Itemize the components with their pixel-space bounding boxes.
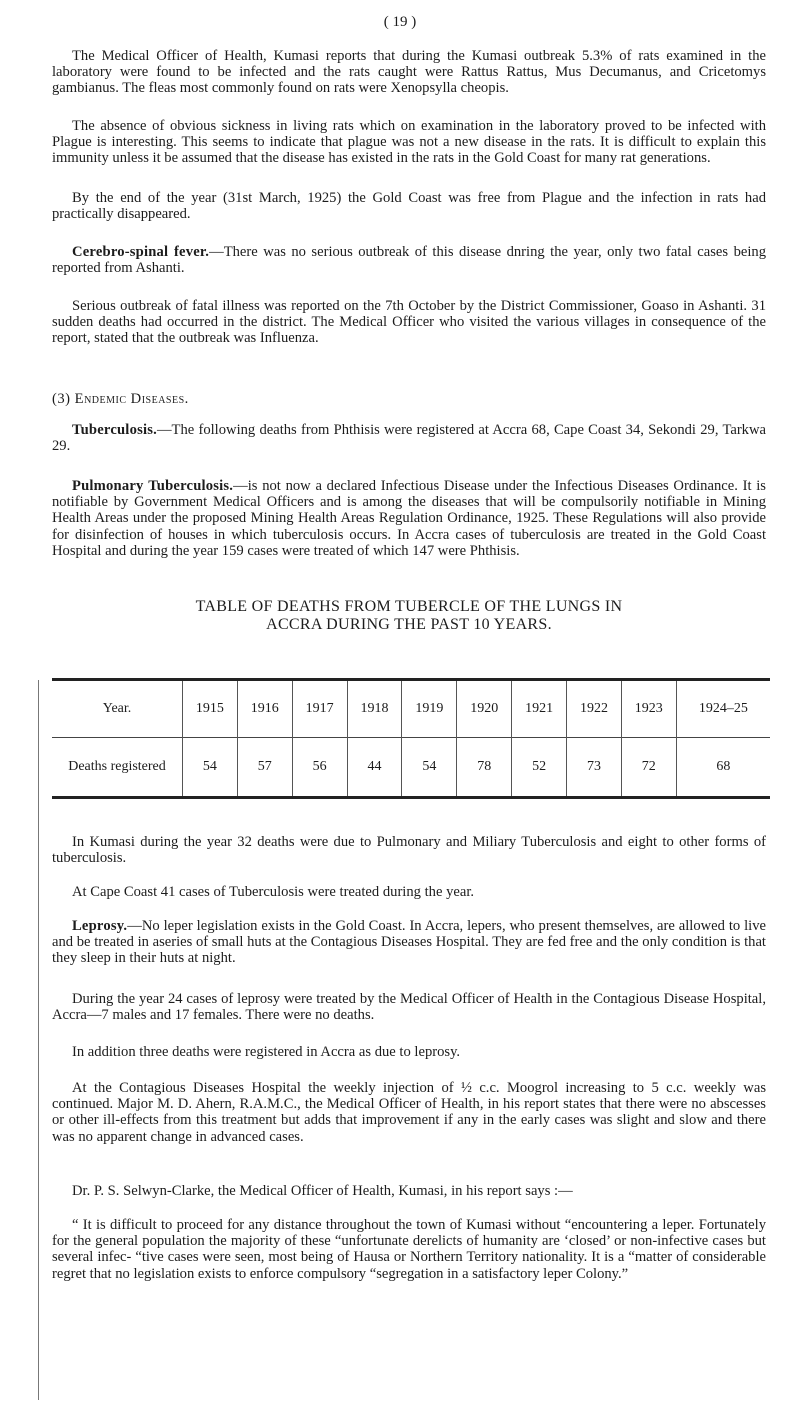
deaths-cell: 54	[183, 738, 238, 798]
year-cell: 1923	[621, 680, 676, 738]
table-title	[52, 598, 766, 634]
deaths-cell: 52	[512, 738, 567, 798]
paragraph-kumasi-tuberculosis: In Kumasi during the year 32 deaths were due to Pulmonary and Miliary Tuberculosis and eight to other forms of tuberculosis.	[52, 834, 766, 867]
row-label-deaths: Deaths registered	[52, 738, 183, 798]
paragraph-influenza-outbreak: Serious outbreak of fatal illness was reported on the 7th October by the District Commissioner, Goaso in Ashanti. 31 sudden deaths had occurred in the district. The Medical Officer who visited the various villages in consequence of the report, stated that the outbreak was Influenza.	[52, 298, 766, 347]
deaths-table	[52, 678, 770, 799]
section-heading-endemic-diseases: (3) Endemic Diseases.	[52, 391, 189, 407]
paragraph-leprosy-cases: During the year 24 cases of leprosy were treated by the Medical Officer of Health in the Contagious Disease Hospital, Accra—7 males and 17 females. There were no deaths.	[52, 991, 766, 1024]
text-leprosy: —No leper legislation exists in the Gold Coast. In Accra, lepers, who present themselves, are allowed to live and be treated in aseries of small huts at the Contagious Diseases Hospital. They are fed free and the only condition is that they sleep in their huts at night.	[52, 918, 766, 967]
deaths-cell: 73	[567, 738, 622, 798]
deaths-cell: 72	[621, 738, 676, 798]
paragraph-pulmonary-tuberculosis	[52, 478, 766, 559]
deaths-cell: 54	[402, 738, 457, 798]
table-title-line-1: TABLE OF DEATHS FROM TUBERCLE OF THE LUNGS IN	[195, 598, 623, 615]
row-label-year: Year.	[102, 701, 132, 716]
paragraph-tuberculosis	[52, 422, 766, 454]
text-cerebro-spinal: —There was no serious outbreak of this disease dnring the year, only two fatal cases being reported from Ashanti.	[52, 244, 766, 277]
paragraph-plague-free: By the end of the year (31st March, 1925) the Gold Coast was free from Plague and the infection in rats had practically disappeared.	[52, 190, 766, 223]
page-number: ( 19 )	[383, 14, 417, 30]
paragraph-cerebro-spinal	[52, 244, 766, 276]
year-cell: 1915	[183, 680, 238, 738]
heading-pulmonary-tuberculosis: Pulmonary Tuberculosis.	[72, 478, 234, 494]
year-cell: 1917	[292, 680, 347, 738]
table-title-line-2: ACCRA DURING THE PAST 10 YEARS.	[266, 616, 552, 633]
paragraph-rat-examination: The Medical Officer of Health, Kumasi reports that during the Kumasi outbreak 5.3% of rats examined in the laboratory were found to be infected and the rats caught were Rattus Rattus, Mus Decumanus, and Cricetomys gambianus. The fleas most commonly found on rats were Xenopsylla cheopis.	[52, 48, 766, 97]
paragraph-moogrol-treatment: At the Contagious Diseases Hospital the weekly injection of ½ c.c. Moogrol increasing to 5 c.c. weekly was continued. Major M. D. Ahern, R.A.M.C., the Medical Officer of Health, in his report states that there were no abscesses or other ill-effects from this treatment but adds that improvement if any in the early cases was slight and slow and there was no apparent change in advanced cases.	[52, 1080, 766, 1145]
year-cell: 1924–25	[676, 680, 770, 738]
deaths-cell: 56	[292, 738, 347, 798]
heading-cerebro-spinal: Cerebro-spinal fever.	[72, 244, 210, 260]
year-cell: 1919	[402, 680, 457, 738]
year-cell: 1922	[567, 680, 622, 738]
deaths-cell: 44	[347, 738, 402, 798]
text-pulmonary-tuberculosis: —is not now a declared Infectious Disease under the Infectious Diseases Ordinance. It is notifiable by Government Medical Officers and is among the diseases that will be compulsorily notifiable in Mining Health Areas under the proposed Mining Health Areas Regulation Ordinance, 1925. These Regulations will also provide for disinfection of houses in which tuberculosis occurs. In Accra cases of tuberculosis are treated in the Gold Coast Hospital and during the year 159 cases were treated of which 147 were Phthisis.	[52, 478, 766, 559]
deaths-cell: 68	[676, 738, 770, 798]
paragraph-leprosy-deaths: In addition three deaths were registered in Accra as due to leprosy.	[72, 1044, 461, 1060]
year-cell: 1921	[512, 680, 567, 738]
margin-rule	[38, 680, 39, 1400]
paragraph-plague-immunity: The absence of obvious sickness in living rats which on examination in the laboratory proved to be infected with Plague is interesting. This seems to indicate that plague was not a new disease in the rats. It is difficult to explain this immunity unless it be assumed that the disease has existed in the rats in the Gold Coast for many rat generations.	[52, 118, 766, 167]
deaths-cell: 57	[237, 738, 292, 798]
year-cell: 1918	[347, 680, 402, 738]
text-tuberculosis: —The following deaths from Phthisis were registered at Accra 68, Cape Coast 34, Sekondi 29, Tarkwa 29.	[52, 422, 766, 455]
paragraph-cape-coast-tuberculosis: At Cape Coast 41 cases of Tuberculosis were treated during the year.	[72, 884, 475, 900]
deaths-cell: 78	[457, 738, 512, 798]
paragraph-selwyn-clarke: Dr. P. S. Selwyn-Clarke, the Medical Officer of Health, Kumasi, in his report says :—	[72, 1183, 573, 1199]
year-cell: 1916	[237, 680, 292, 738]
year-cell: 1920	[457, 680, 512, 738]
table-row-years	[52, 680, 770, 738]
quotation-kumasi-lepers: “ It is difficult to proceed for any distance throughout the town of Kumasi without “encountering a leper. Fortunately for the general population the majority of these “unfortunate derelicts of humanity are ‘closed’ or non-infective cases but several infec- “tive cases were seen, most being of Hausa or Northern Territory nationality. It is a “matter of considerable regret that no legislation exists to enforce compulsory “segregation in a satisfactory leper Colony.”	[52, 1217, 766, 1282]
heading-tuberculosis: Tuberculosis.	[72, 422, 157, 438]
paragraph-leprosy	[52, 918, 766, 967]
table-row-deaths	[52, 738, 770, 798]
heading-leprosy: Leprosy.	[72, 918, 128, 934]
